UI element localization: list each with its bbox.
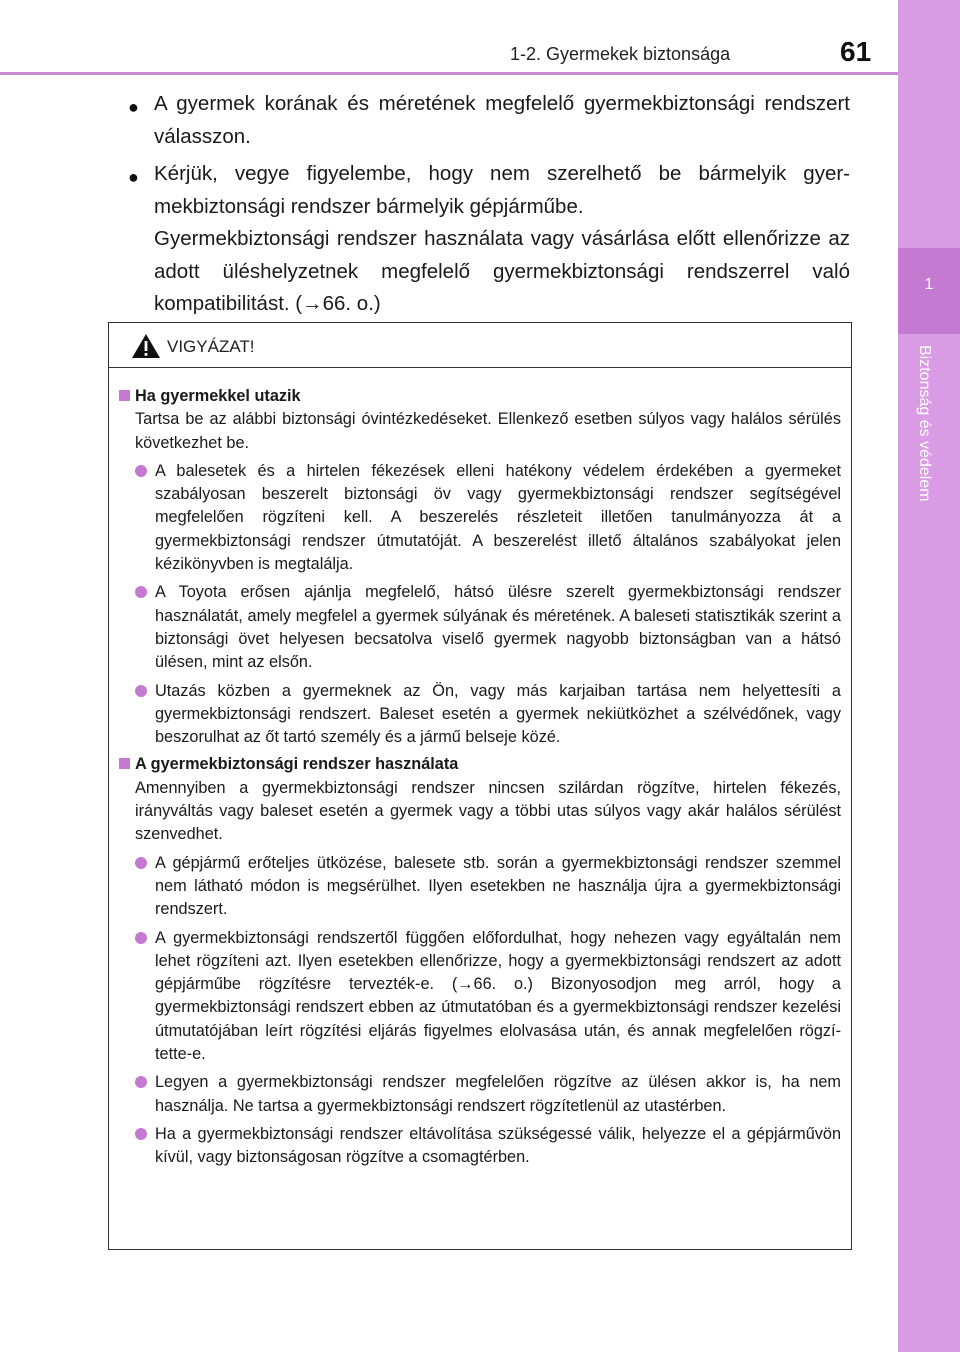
- intro-list: [128, 88, 850, 326]
- bullet-dot-icon: [135, 1128, 147, 1140]
- bullet-dot-icon: [135, 465, 147, 477]
- intro-text: Kérjük, vegye figyelembe, hogy nem szerelhető be bármelyik gyermekbiztonsági rendszer bármelyik gépjárműbe.: [154, 162, 850, 218]
- section-title-text: Ha gyermekkel utazik: [135, 387, 301, 405]
- bullet-dot-icon: [135, 932, 147, 944]
- warning-bullet: [119, 1071, 841, 1118]
- bullet-dot-icon: [135, 685, 147, 697]
- bullet-text: Ha a gyermekbiztonsági rendszer eltávolítása szükségessé válik, helyezze el a gépjárművön kívül, vagy biztonságosan rögzítve a csomagtérben.: [155, 1124, 841, 1167]
- warning-bullet: [119, 927, 841, 1067]
- page-number: 61: [840, 36, 872, 67]
- bullet-text: A Toyota erősen ajánlja megfelelő, hátsó ülésre szerelt gyermekbiztonsági rendszer használatát, amely megfelel a gyermek súlyának és méretének. A baleseti statisztikák szerint a biztonsági övet helyesen becsatolva viselő gyermek nagyobb biztonságban van a hátsó ülésen, mint az elsőn.: [155, 583, 841, 672]
- section-title-text: A gyermekbiztonsági rendszer használata: [135, 755, 459, 774]
- warning-body: [119, 385, 841, 1170]
- bullet-dot-icon: ●: [128, 97, 139, 117]
- warning-header: [109, 323, 851, 368]
- intro-item: [128, 158, 850, 223]
- header-section-title: 1-2. Gyermekek biztonsága: [510, 44, 731, 64]
- section-title: [119, 385, 841, 408]
- intro-item-continuation: [128, 223, 850, 321]
- header-rule: [0, 72, 898, 75]
- warning-label: VIGYÁZAT!: [167, 337, 255, 356]
- side-tab-label: Biztonság és védelem: [916, 345, 933, 502]
- bullet-text: A gyermekbiztonsági rendszertől függően előfordulhat, hogy nehezen vagy egyáltalán nem lehet rögzíteni azt. Ilyen esetekben ellenőrizze, hogy a gyermekbiztonsági rendszert az adott gépjárműbe rögzítésre tervezték-e. (→66. o.) Bizonyosodjon meg arról, hogy a gyermekbiztonsági rendszert ebben az útmutatóban és a gyermekbiztonsági rendszer kezelési útmutatójában leírt rögzítési eljárás figyelmes elolvasása után, és annak megfelelően rögzítette-e.: [155, 928, 841, 1064]
- warning-triangle-icon: [131, 333, 161, 359]
- intro-text: A gyermek korának és méretének megfelelő gyermekbiztonsági rendszert válasszon.: [154, 92, 850, 148]
- section-text: Amennyiben a gyermekbiztonsági rendszer nincsen szilárdan rögzítve, hirtelen fékezés, irányváltás vagy baleset esetén a gyermek vagy a többi utas súlyos vagy akár halálos sérülést szenvedhet.: [135, 778, 841, 844]
- side-tab: [898, 0, 960, 1352]
- warning-bullet: [119, 852, 841, 922]
- bullet-dot-icon: [135, 857, 147, 869]
- intro-item: [128, 88, 850, 153]
- bullet-text: Legyen a gyermekbiztonsági rendszer megfelelően rögzítve az ülésen akkor is, ha nem használja. Ne tartsa a gyermekbiztonsági rendszert rögzítetlenül az utastérben.: [155, 1073, 841, 1115]
- warning-bullet: [119, 680, 841, 750]
- intro-text: Gyermekbiztonsági rendszer használata vagy vásárlása előtt ellenőrizze az adott üléshelyzetnek megfelelő gyermekbiztonsági rendszerrel való kompatibilitást. (→66. o.): [154, 227, 850, 315]
- bullet-text: Utazás közben a gyermeknek az Ön, vagy más karjaiban tartása nem helyettesíti a gyermekbiztonsági rendszert. Baleset esetén a gyermek nekiütközhet a szélvédőnek, vagy beszorulhat az őt tartó személy és a jármű belseje közé.: [155, 681, 841, 747]
- square-bullet-icon: [119, 758, 130, 769]
- bullet-text: A gépjármű erőteljes ütközése, balesete stb. során a gyermekbiztonsági rendszer szemmel nem látható módon is megsérülhet. Ilyen esetekben ne használja újra a gyermekbiztonsági rendszert.: [155, 853, 841, 919]
- bullet-text: A balesetek és a hirtelen fékezések elleni hatékony védelem érdekében a gyermeket szabályosan beszerelt biztonsági öv vagy gyermekbiztonsági rendszer segítségével megfelelően rögzíteni kell. A beszerelés részleteit illetően tanulmányozza át a gyermekbiztonsági rendszer útmutatóját. A beszerelést illető általános szabályokat jelen kézikönyvben is megtalálja.: [155, 461, 841, 574]
- warning-box: [108, 322, 852, 1250]
- warning-bullet: [119, 460, 841, 576]
- section-text: Tartsa be az alábbi biztonsági óvintézkedéseket. Ellenkező esetben súlyos vagy halálos sérülés következhet be.: [135, 410, 841, 452]
- section-title: [119, 753, 841, 776]
- warning-bullet: [119, 1123, 841, 1170]
- side-tab-number: 1: [924, 276, 934, 293]
- bullet-dot-icon: ●: [128, 167, 139, 187]
- square-bullet-icon: [119, 390, 130, 401]
- warning-bullet: [119, 581, 841, 674]
- bullet-dot-icon: [135, 586, 147, 598]
- bullet-dot-icon: [135, 1076, 147, 1088]
